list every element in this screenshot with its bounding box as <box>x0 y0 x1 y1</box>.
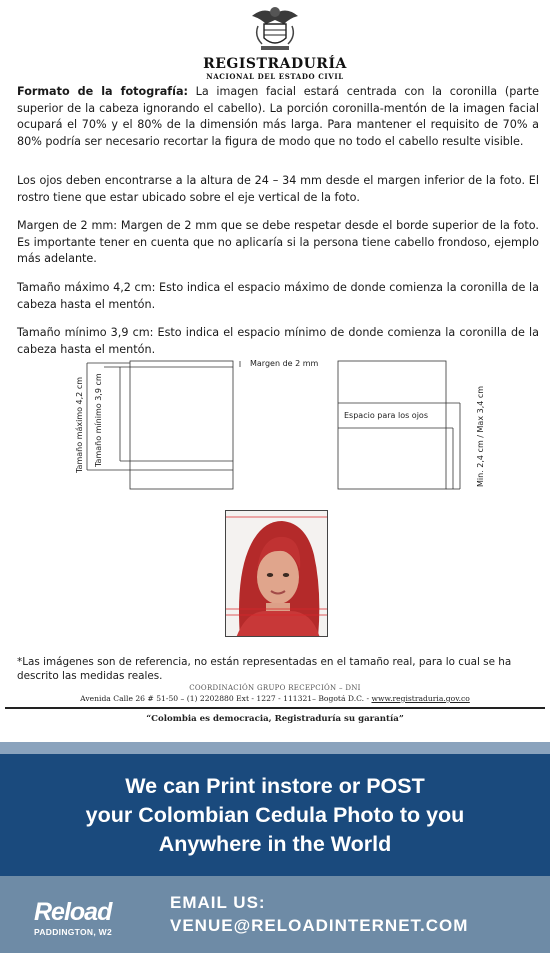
website-link[interactable]: www.registraduria.gov.co <box>371 694 470 703</box>
slogan: “Colombia es democracia, Registraduría su garantía” <box>146 714 404 724</box>
banner-line-3: Anywhere in the World <box>158 831 392 856</box>
max-size-label: Tamaño máximo 4,2 cm <box>75 376 84 473</box>
banner-line-2: your Colombian Cedula Photo to you <box>85 802 465 827</box>
logo-location: PADDINGTON, W2 <box>34 927 113 937</box>
promo-banner <box>0 754 550 876</box>
coat-of-arms-icon <box>244 2 306 54</box>
banner-top-band <box>0 742 550 754</box>
document-header <box>0 0 550 82</box>
diagram-svg <box>0 355 550 500</box>
paragraph-margin: Margen de 2 mm: Margen de 2 mm que se debe respetar desde el borde superior de la foto. Es importante tener en cuenta que no aplicaría si la persona tiene cabello frondoso, ejemplo más adelante. <box>17 219 539 266</box>
email-label: EMAIL US: <box>170 893 266 912</box>
coordination-line: COORDINACIÓN GRUPO RECEPCIÓN – DNI <box>189 684 361 692</box>
reload-logo[interactable] <box>34 900 112 937</box>
brand-subtitle: NACIONAL DEL ESTADO CIVIL <box>206 72 344 81</box>
paragraph-min-size: Tamaño mínimo 3,9 cm: Esto indica el espacio mínimo de donde comienza la coronilla de la cabeza hasta el mentón. <box>17 326 539 356</box>
address-text: Avenida Calle 26 # 51-50 – (1) 2202880 Ext - 1227 - 111321– Bogotá D.C. - <box>80 694 370 703</box>
paragraph-max-size: Tamaño máximo 4,2 cm: Esto indica el espacio máximo de donde comienza la coronilla de la cabeza hasta el mentón. <box>17 281 539 311</box>
right-photo-frame <box>338 361 446 489</box>
address-line <box>0 694 550 703</box>
sample-portrait-photo <box>225 510 328 637</box>
paragraph-lead: Formato de la fotografía: <box>17 85 188 98</box>
measurement-diagram <box>0 355 550 500</box>
paragraph-eyes: Los ojos deben encontrarse a la altura de 24 – 34 mm desde el margen inferior de la foto. El rostro tiene que estar ubicado sobre el eje vertical de la foto. <box>17 174 539 204</box>
paragraph-text: La imagen facial estará centrada con la coronilla (parte superior de la cabeza ignorando el cabello). La porción coronilla-mentón de la imagen facial ocupará el 70% y el 80% de la dimensión más larga. Para mantener el requisito de 70% a 80% podría ser necesario recortar la figura de modo que no todo el cabello resulte visible. <box>17 85 540 148</box>
eyes-range-label: Min. 2,4 cm / Max 3,4 cm <box>476 385 485 487</box>
email-address-link[interactable]: VENUE@RELOADINTERNET.COM <box>170 916 469 935</box>
contact-bar <box>0 876 550 953</box>
paragraph-photo-format <box>17 84 539 150</box>
banner-line-1: We can Print instore or POST <box>125 773 425 798</box>
logo-wordmark: Reload <box>34 898 112 926</box>
margin-label: Margen de 2 mm <box>250 359 319 368</box>
reference-note: *Las imágenes son de referencia, no están representadas en el tamaño real, para lo cual se ha descrito las medidas reales. <box>17 656 512 682</box>
brand-title: REGISTRADURÍA <box>203 56 347 72</box>
eyes-space-label: Espacio para los ojos <box>344 411 428 420</box>
min-size-label: Tamaño mínimo 3,9 cm <box>94 373 103 467</box>
footer-divider <box>5 707 545 709</box>
